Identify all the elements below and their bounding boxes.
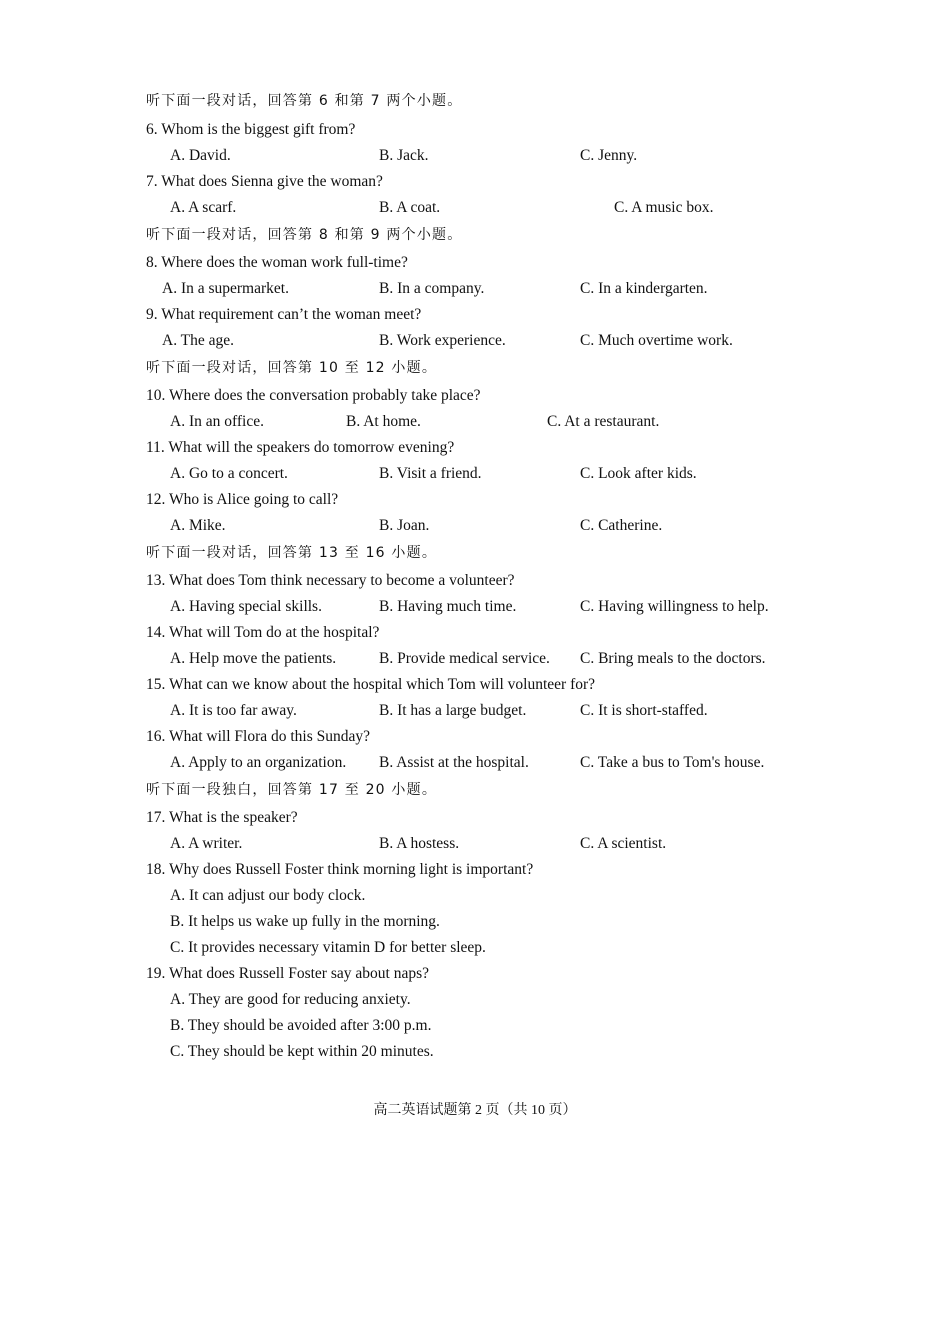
q16-option-c: C. Take a bus to Tom's house. [580, 754, 765, 771]
q17-option-b: B. A hostess. [379, 835, 460, 852]
page-footer: 高二英语试题第 2 页（共 10 页） [373, 1103, 577, 1118]
question-19: 19. What does Russell Foster say about naps? [146, 965, 429, 982]
q13-option-c: C. Having willingness to help. [580, 598, 769, 615]
q11-option-b: B. Visit a friend. [379, 465, 482, 482]
q10-option-a: A. In an office. [170, 413, 264, 430]
question-14: 14. What will Tom do at the hospital? [146, 624, 380, 641]
q11-option-c: C. Look after kids. [580, 465, 697, 482]
q19-option-b: B. They should be avoided after 3:00 p.m. [170, 1017, 432, 1034]
q12-option-b: B. Joan. [379, 517, 430, 534]
question-13: 13. What does Tom think necessary to become a volunteer? [146, 572, 515, 589]
q16-option-b: B. Assist at the hospital. [379, 754, 529, 771]
q14-option-b: B. Provide medical service. [379, 650, 550, 667]
section-header-10-12: 听下面一段对话，回答第 10 至 12 小题。 [146, 360, 438, 376]
q17-option-a: A. A writer. [170, 835, 243, 852]
q7-option-b: B. A coat. [379, 199, 441, 216]
question-10: 10. Where does the conversation probably take place? [146, 387, 481, 404]
q12-option-c: C. Catherine. [580, 517, 663, 534]
q16-option-a: A. Apply to an organization. [170, 754, 347, 771]
q18-option-c: C. It provides necessary vitamin D for better sleep. [170, 939, 486, 956]
section-header-17-20: 听下面一段独白，回答第 17 至 20 小题。 [146, 782, 438, 798]
q19-option-a: A. They are good for reducing anxiety. [170, 991, 411, 1008]
q8-option-b: B. In a company. [379, 280, 485, 297]
q9-option-c: C. Much overtime work. [580, 332, 733, 349]
q14-option-c: C. Bring meals to the doctors. [580, 650, 766, 667]
question-7: 7. What does Sienna give the woman? [146, 173, 383, 190]
q11-option-a: A. Go to a concert. [170, 465, 288, 482]
question-15: 15. What can we know about the hospital which Tom will volunteer for? [146, 676, 596, 693]
section-header-6-7: 听下面一段对话，回答第 6 和第 7 两个小题。 [146, 93, 463, 109]
q6-option-c: C. Jenny. [580, 147, 638, 164]
q8-option-c: C. In a kindergarten. [580, 280, 708, 297]
question-8: 8. Where does the woman work full-time? [146, 254, 408, 271]
q15-option-b: B. It has a large budget. [379, 702, 527, 719]
q9-option-a: A. The age. [162, 332, 235, 349]
q15-option-a: A. It is too far away. [170, 702, 297, 719]
q8-option-a: A. In a supermarket. [162, 280, 289, 297]
q15-option-c: C. It is short-staffed. [580, 702, 708, 719]
q13-option-b: B. Having much time. [379, 598, 517, 615]
section-header-13-16: 听下面一段对话，回答第 13 至 16 小题。 [146, 545, 438, 561]
q19-option-c: C. They should be kept within 20 minutes. [170, 1043, 434, 1060]
q7-option-a: A. A scarf. [170, 199, 237, 216]
section-header-8-9: 听下面一段对话，回答第 8 和第 9 两个小题。 [146, 227, 463, 243]
question-18: 18. Why does Russell Foster think morning light is important? [146, 861, 534, 878]
q9-option-b: B. Work experience. [379, 332, 506, 349]
q12-option-a: A. Mike. [170, 517, 226, 534]
q18-option-a: A. It can adjust our body clock. [170, 887, 366, 904]
q6-option-a: A. David. [170, 147, 231, 164]
q7-option-c: C. A music box. [614, 199, 714, 216]
question-11: 11. What will the speakers do tomorrow evening? [146, 439, 455, 456]
question-6: 6. Whom is the biggest gift from? [146, 121, 356, 138]
q10-option-c: C. At a restaurant. [547, 413, 660, 430]
q13-option-a: A. Having special skills. [170, 598, 322, 615]
q17-option-c: C. A scientist. [580, 835, 667, 852]
question-17: 17. What is the speaker? [146, 809, 298, 826]
q10-option-b: B. At home. [346, 413, 421, 430]
q14-option-a: A. Help move the patients. [170, 650, 337, 667]
q6-option-b: B. Jack. [379, 147, 429, 164]
question-16: 16. What will Flora do this Sunday? [146, 728, 371, 745]
question-12: 12. Who is Alice going to call? [146, 491, 339, 508]
question-9: 9. What requirement can’t the woman meet? [146, 306, 422, 323]
q18-option-b: B. It helps us wake up fully in the morning. [170, 913, 440, 930]
